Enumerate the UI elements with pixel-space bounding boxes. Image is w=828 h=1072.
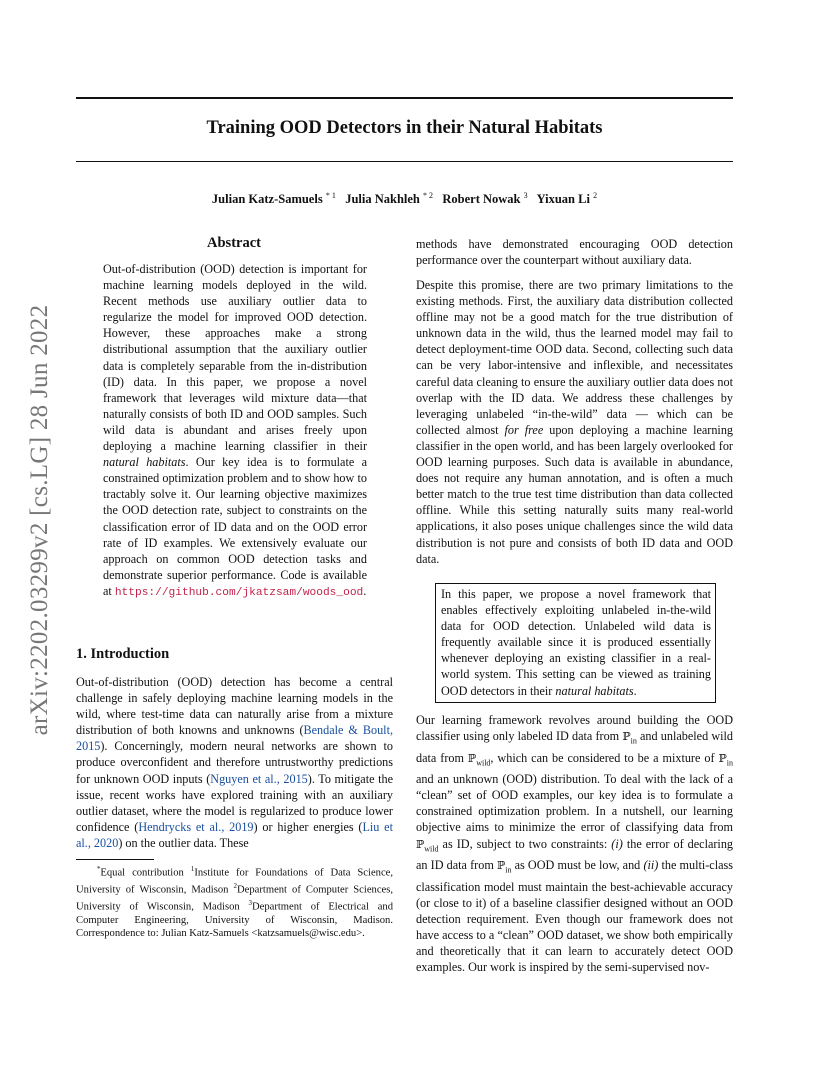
right-column-paragraph xyxy=(416,277,733,567)
paragraph-text: as OOD must be low, and xyxy=(511,858,644,873)
paragraph-text: Despite this promise, there are two primary limitations to the existing methods. First, the auxiliary data distribution collected offline may not be a good match for the true distribution of unknown data in the wild, thus the learned model may fail to detect deployment-time OOD data. Second, collecting such data can be very labor-intensive and inflexible, and necessitates careful data cleaning to ensure the auxiliary outlier data does not overlap with the ID data. We address these challenges by leveraging unlabeled “in-the-wild” data — which can be collected almost xyxy=(416,278,733,437)
citation-link[interactable]: Bendale & Boult, 2015 xyxy=(76,723,393,754)
math-subscript: in xyxy=(505,865,512,875)
math-symbol: ℙ xyxy=(416,837,425,851)
enumeration-marker: (ii) xyxy=(643,858,659,873)
math-subscript: in xyxy=(630,736,637,746)
math-subscript: wild xyxy=(476,758,491,768)
box-text: . xyxy=(633,683,637,698)
box-text: In this paper, we propose a novel framework that enables effectively exploiting unlabeled in-the-wild data for OOD detection. Unlabeled wild data is frequently available since it is produced essentially whenever deploying an existing classifier in a real-world system. This setting can be viewed as training OOD detectors in their xyxy=(441,587,711,698)
intro-text: ) on the outlier data. These xyxy=(118,835,249,850)
math-symbol: ℙ xyxy=(718,751,727,765)
footnote-text: Institute for Foundations of Data Science, University of Wisconsin, Madison xyxy=(76,867,393,896)
footnote-text: Department of Electrical and Computer Engineering, University of Wisconsin, Madison. Correspondence to: Julian Katz-Samuels <katzsamuels@wisc.edu>. xyxy=(76,901,393,940)
enumeration-marker: (i) xyxy=(611,836,623,851)
highlight-box xyxy=(435,583,716,703)
author-name: Yixuan Li xyxy=(536,192,590,207)
code-link[interactable]: https://github.com/jkatzsam/woods_ood xyxy=(114,586,364,599)
math-subscript: wild xyxy=(424,843,439,853)
author-affiliation-mark: 2 xyxy=(593,191,598,200)
paragraph-text: as ID, subject to two constraints: xyxy=(438,836,612,851)
math-symbol: ℙ xyxy=(496,859,506,873)
footnote-mark: 1 xyxy=(190,865,195,873)
citation-link[interactable]: Nguyen et al., 2015 xyxy=(210,771,308,786)
author-name: Robert Nowak xyxy=(442,192,521,207)
footnote-text: Equal contribution xyxy=(100,867,191,879)
title-rule-bottom xyxy=(76,161,733,162)
math-symbol: ℙ xyxy=(467,751,477,765)
title-rule-top xyxy=(76,97,733,99)
intro-text: Out-of-distribution (OOD) detection has become a central challenge in safely deploying machine learning models in the wild, where test-time data can naturally arise from a mixture distribution of both knowns and unknowns ( xyxy=(76,675,393,738)
abstract-body xyxy=(103,261,367,601)
citation-link[interactable]: Liu et al., 2020 xyxy=(76,819,393,850)
paper-title: Training OOD Detectors in their Natural Habitats xyxy=(206,118,603,138)
paragraph-text: and unlabeled wild data from xyxy=(416,729,734,765)
intro-text: ) or higher energies ( xyxy=(253,819,363,834)
arxiv-stamp xyxy=(25,290,55,750)
footnote-mark: * xyxy=(96,865,101,873)
abstract-text: . Our key idea is to formulate a constrained optimization problem and to show how to tractably solve it. Our learning objective maximizes the OOD detection rate, subject to constraints on the classification error of ID data and on the OOD error rate of ID examples. We extensively evaluate our approach on common OOD detection tasks and demonstrate superior performance. Code is available at xyxy=(103,455,367,598)
emphasis-text: natural habitats xyxy=(555,683,634,698)
right-column-paragraph xyxy=(416,712,733,975)
paragraph-text: Our learning framework revolves around building the OOD classifier using only labeled ID data from xyxy=(416,713,733,744)
footnote-mark: 2 xyxy=(233,881,237,890)
emphasis-text: for free xyxy=(504,422,544,437)
paragraph-text: and an unknown (OOD) distribution. To deal with the lack of a “clean” set of OOD examples, our key idea is to formulate a constrained optimization problem. In a nutshell, our learning objective aims to minimize the error of classifying data from xyxy=(416,772,733,835)
math-symbol: ℙ xyxy=(622,730,631,744)
intro-text: ). Concerningly, modern neural networks are shown to produce overconfident and therefore untrustworthy predictions for unknown OOD inputs ( xyxy=(76,739,393,786)
paragraph-text: the multi-class classification model must maintain the best-achievable accuracy (or close to it) of a baseline classifier designed without an OOD detection requirement. Even though our framework does not have access to a “clean” OOD dataset, we show both empirically and theoretically that it can learn to accurately detect OOD examples. Our work is inspired by the semi-supervised nov- xyxy=(416,858,733,975)
abstract-text: Out-of-distribution (OOD) detection is important for machine learning models deployed in the wild. Recent methods use auxiliary outlier data to regularize the model for improved OOD detection. However, these approaches make a strong distributional assumption that the auxiliary outlier data is completely separable from the in-distribution (ID) data. In this paper, we propose a novel framework that leverages wild mixture data—that naturally consists of both ID and OOD samples. Such wild data is abundant and arises freely upon deploying a machine learning classifier in their xyxy=(103,262,367,454)
paragraph-text: the error of declaring an ID data from xyxy=(416,836,734,873)
math-subscript: in xyxy=(726,758,733,768)
footnote-mark: 3 xyxy=(248,898,252,907)
footnote-text: Department of Computer Sciences, University of Wisconsin, Madison xyxy=(76,884,393,913)
author-name: Julia Nakhleh xyxy=(345,192,420,207)
author-list xyxy=(76,191,733,207)
arxiv-stamp-text: arXiv:2202.03299v2 [cs.LG] 28 Jun 2022 xyxy=(26,304,53,736)
abstract-heading: Abstract xyxy=(207,235,261,251)
author-affiliation-mark: * 2 xyxy=(423,191,434,200)
abstract-end: . xyxy=(363,583,367,598)
citation-link[interactable]: Hendrycks et al., 2019 xyxy=(138,819,254,834)
right-column-paragraph: methods have demonstrated encouraging OOD detection performance over the counterpart without auxiliary data. xyxy=(416,237,733,268)
paragraph-text: upon deploying a machine learning classifier in the open world, and has been largely overlooked for OOD learning purposes. Such data is available in abundance, does not require any human annotation, and is often a much better match to the true test time distribution than data collected offline. While this setting naturally suits many real-world applications, it also poses unique challenges since the wild data distribution is not pure and consists of both ID data and OOD data. xyxy=(416,422,734,566)
affiliation-footnote xyxy=(76,863,393,941)
author-name: Julian Katz-Samuels xyxy=(211,192,323,207)
paragraph-text: , which can be considered to be a mixture of xyxy=(490,750,719,765)
abstract-emphasis: natural habitats xyxy=(103,455,186,470)
author-affiliation-mark: * 1 xyxy=(325,191,336,200)
footnote-rule xyxy=(76,859,154,860)
section-heading-introduction: 1. Introduction xyxy=(76,646,170,662)
intro-text: ). To mitigate the issue, recent works have explored training with an auxiliary outlier dataset, where the model is regularized to produce lower confidence ( xyxy=(76,771,393,834)
author-affiliation-mark: 3 xyxy=(523,191,528,200)
introduction-paragraph xyxy=(76,674,393,851)
